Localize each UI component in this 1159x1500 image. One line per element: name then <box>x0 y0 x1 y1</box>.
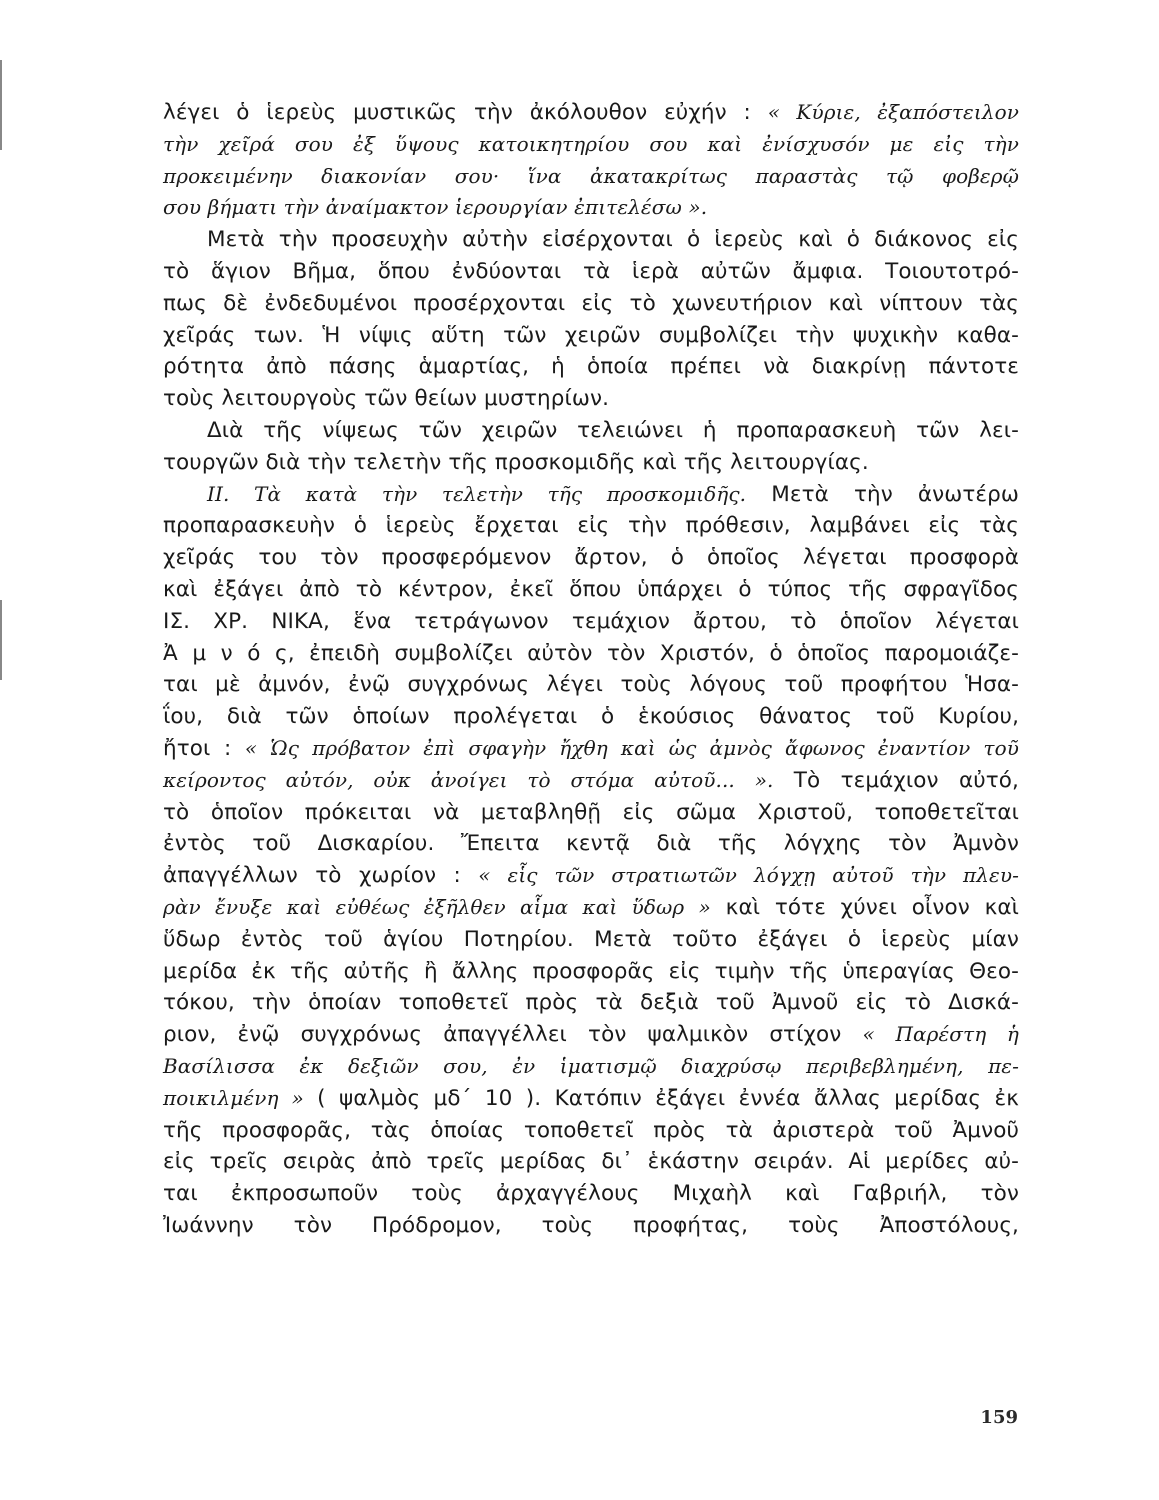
text-line <box>163 224 1019 256</box>
body-text <box>163 97 1019 1242</box>
page-number: 159 <box>980 1407 1018 1428</box>
text-line <box>163 797 1019 829</box>
text-span: Τὸ τεμάχιον αὐτό, <box>773 767 1019 793</box>
italic-text: κείροντος αὐτόν, οὐκ ἀνοίγει τὸ στόμα αὐτοῦ... ». <box>163 767 774 792</box>
text-span: Ἰωάννην τὸν Πρόδρομον, τοὺς προφήτας, τοὺς Ἀποστόλους, <box>163 1212 1019 1238</box>
text-line <box>163 510 1019 542</box>
text-span: Μετὰ τὴν ἀνωτέρω <box>746 481 1019 507</box>
text-line <box>163 574 1019 606</box>
italic-text: « Κύριε, ἐξαπόστειλον <box>767 100 1019 124</box>
text-line <box>163 320 1019 352</box>
text-span: χεῖράς των. Ἡ νίψις αὕτη τῶν χειρῶν συμβολίζει τὴν ψυχικὴν καθα- <box>163 322 1019 348</box>
text-line <box>163 1146 1019 1178</box>
text-span: ὕδωρ ἐντὸς τοῦ ἁγίου Ποτηρίου. Μετὰ τοῦτο ἐξάγει ὁ ἱερεὺς μίαν <box>163 926 1019 952</box>
text-line <box>163 860 1019 892</box>
text-line <box>163 447 1019 479</box>
text-span: ρότητα ἀπὸ πάσης ἁμαρτίας, ἡ ὁποία πρέπει νὰ διακρίνῃ πάντοτε <box>163 354 1019 380</box>
text-line <box>163 256 1019 288</box>
text-line <box>163 701 1019 733</box>
text-span: τοὺς λειτουργοὺς τῶν θείων μυστηρίων. <box>163 386 610 412</box>
text-span: Μετὰ τὴν προσευχὴν αὐτὴν εἰσέρχονται ὁ ἱερεὺς καὶ ὁ διάκονος εἰς <box>207 227 1019 253</box>
italic-text: Βασίλισσα ἐκ δεξιῶν σου, ἐν ἱματισμῷ διαχρύσῳ περιβεβλημένη, πε- <box>163 1053 1019 1078</box>
italic-text: σου βήματι τὴν ἀναίμακτον ἱερουργίαν ἐπιτελέσω ». <box>163 195 708 220</box>
text-span: ( ψαλμὸς μδ΄ 10 ). Κατόπιν ἐξάγει ἐννέα ἄλλας μερίδας ἐκ <box>303 1085 1020 1111</box>
text-span: μερίδα ἐκ τῆς αὐτῆς ἢ ἄλλης προσφορᾶς εἰς τιμὴν τῆς ὑπεραγίας Θεο- <box>163 958 1019 984</box>
text-span: ριον, ἐνῷ συγχρόνως ἀπαγγέλλει τὸν ψαλμικὸν στίχον <box>163 1022 863 1048</box>
text-span: λέγει ὁ ἱερεὺς μυστικῶς τὴν ἀκόλουθον εὐχήν : <box>163 100 768 125</box>
text-span: ἤτοι : <box>163 735 245 761</box>
italic-text: « εἷς τῶν στρατιωτῶν λόγχῃ αὐτοῦ τὴν πλευ- <box>478 863 1019 888</box>
text-line <box>163 733 1019 765</box>
text-span: ΙΣ. ΧΡ. ΝΙΚΑ, ἕνα τετράγωνον τεμάχιον ἄρτου, τὸ ὁποῖον λέγεται <box>163 608 1019 634</box>
text-line <box>163 161 1019 193</box>
text-span: Ἀ μ ν ό ς, ἐπειδὴ συμβολίζει αὐτὸν τὸν Χριστόν, ὁ ὁποῖος παρομοιάζε- <box>163 640 1019 666</box>
text-line <box>163 828 1019 860</box>
text-span: ται μὲ ἀμνόν, ἐνῷ συγχρόνως λέγει τοὺς λόγους τοῦ προφήτου Ἡσα- <box>163 672 1019 698</box>
italic-text: ΙΙ. Τὰ κατὰ τὴν τελετὴν τῆς προσκομιδῆς. <box>207 481 747 506</box>
text-line <box>163 892 1019 924</box>
text-span: ἀπαγγέλλων τὸ χωρίον : <box>163 863 479 889</box>
text-span: τὸ ἅγιον Βῆμα, ὅπου ἐνδύονται τὰ ἱερὰ αὐτῶν ἄμφια. Τοιουτοτρό- <box>163 258 1019 284</box>
text-line <box>163 956 1019 988</box>
scan-edge-mark <box>0 600 2 680</box>
text-line <box>163 129 1019 161</box>
text-span: ται ἐκπροσωποῦν τοὺς ἀρχαγγέλους Μιχαὴλ καὶ Γαβριήλ, τὸν <box>163 1181 1019 1207</box>
italic-text: προκειμένην διακονίαν σου· ἵνα ἀκατακρίτως παραστὰς τῷ φοβερῷ <box>163 163 1019 188</box>
text-span: ἐντὸς τοῦ Δισκαρίου. Ἔπειτα κεντᾷ διὰ τῆς λόγχης τὸν Ἀμνὸν <box>163 831 1019 857</box>
italic-text: « Ὡς πρόβατον ἐπὶ σφαγὴν ἤχθη καὶ ὡς ἀμνὸς ἄφωνος ἐναντίον τοῦ <box>244 735 1019 760</box>
text-line <box>163 542 1019 574</box>
text-line <box>163 1083 1019 1115</box>
text-span: ΐου, διὰ τῶν ὁποίων προλέγεται ὁ ἑκούσιος θάνατος τοῦ Κυρίου, <box>163 704 1019 730</box>
text-span: τουργῶν διὰ τὴν τελετὴν τῆς προσκομιδῆς καὶ τῆς λειτουργίας. <box>163 449 869 475</box>
text-span: εἰς τρεῖς σειρὰς ἀπὸ τρεῖς μερίδας δι᾽ ἑκάστην σειράν. Αἱ μερίδες αὐ- <box>163 1149 1019 1175</box>
text-line <box>163 288 1019 320</box>
text-line <box>163 1178 1019 1210</box>
text-line <box>163 1210 1019 1242</box>
text-span: καὶ τότε χύνει οἶνον καὶ <box>710 894 1019 920</box>
italic-text: « Παρέστη ἡ <box>862 1022 1020 1047</box>
text-span: καὶ ἐξάγει ἀπὸ τὸ κέντρον, ἐκεῖ ὅπου ὑπάρχει ὁ τύπος τῆς σφραγῖδος <box>163 576 1019 602</box>
text-span: Διὰ τῆς νίψεως τῶν χειρῶν τελειώνει ἡ προπαρασκευὴ τῶν λει- <box>207 417 1019 443</box>
text-line <box>163 669 1019 701</box>
text-line <box>163 1019 1019 1051</box>
text-line <box>163 415 1019 447</box>
scan-edge-mark <box>0 60 2 150</box>
text-line <box>163 1115 1019 1147</box>
text-line <box>163 192 1019 224</box>
text-line <box>163 351 1019 383</box>
text-span: τῆς προσφορᾶς, τὰς ὁποίας τοποθετεῖ πρὸς τὰ ἀριστερὰ τοῦ Ἀμνοῦ <box>163 1117 1019 1143</box>
italic-text: τὴν χεῖρά σου ἐξ ὕψους κατοικητηρίου σου καὶ ἐνίσχυσόν με εἰς τὴν <box>163 131 1019 156</box>
text-span: τόκου, τὴν ὁποίαν τοποθετεῖ πρὸς τὰ δεξιὰ τοῦ Ἀμνοῦ εἰς τὸ Δισκά- <box>163 990 1019 1016</box>
italic-text: ποικιλμένη » <box>163 1085 304 1110</box>
text-span: χεῖράς του τὸν προσφερόμενον ἄρτον, ὁ ὁποῖος λέγεται προσφορὰ <box>163 545 1019 571</box>
text-line <box>163 606 1019 638</box>
text-line <box>163 638 1019 670</box>
text-line <box>163 765 1019 797</box>
text-line <box>163 383 1019 415</box>
italic-text: ρὰν ἔνυξε καὶ εὐθέως ἐξῆλθεν αἷμα καὶ ὕδωρ » <box>163 894 711 919</box>
text-line <box>163 924 1019 956</box>
text-span: προπαρασκευὴν ὁ ἱερεὺς ἔρχεται εἰς τὴν πρόθεσιν, λαμβάνει εἰς τὰς <box>163 513 1019 539</box>
text-span: πως δὲ ἐνδεδυμένοι προσέρχονται εἰς τὸ χωνευτήριον καὶ νίπτουν τὰς <box>163 290 1019 316</box>
text-line <box>163 97 1019 129</box>
text-line <box>163 987 1019 1019</box>
text-span: τὸ ὁποῖον πρόκειται νὰ μεταβληθῇ εἰς σῶμα Χριστοῦ, τοποθετεῖται <box>163 799 1019 825</box>
text-line <box>163 1051 1019 1083</box>
text-line <box>163 479 1019 511</box>
